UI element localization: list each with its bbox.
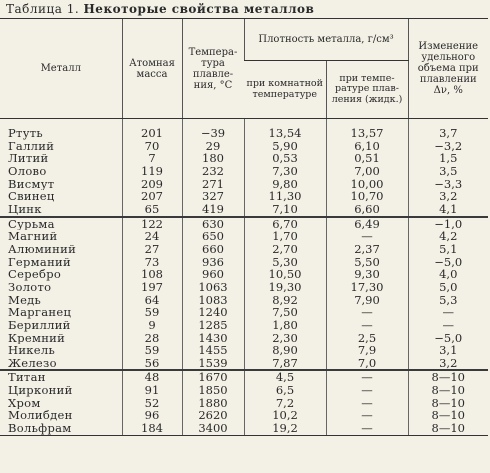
cell-density-melt: 17,30 xyxy=(326,281,408,294)
cell-density-room: 0,53 xyxy=(244,152,326,165)
cell-atomic-mass: 56 xyxy=(122,357,182,371)
table-row xyxy=(0,178,488,191)
cell-density-room: 7,87 xyxy=(244,357,326,371)
cell-density-room: 7,2 xyxy=(244,397,326,410)
cell-density-melt: 2,5 xyxy=(326,332,408,345)
cell-metal-name: Магний xyxy=(8,230,58,243)
table-row xyxy=(0,294,488,307)
cell-volume-change: 4,1 xyxy=(408,203,488,217)
cell-volume-change: 5,1 xyxy=(408,243,488,256)
cell-volume-change: 4,0 xyxy=(408,268,488,281)
spacer-row xyxy=(0,119,488,128)
cell-melting-point: 960 xyxy=(182,268,244,281)
cell-metal-name: Цинк xyxy=(0,203,122,217)
cell-atomic-mass: 70 xyxy=(122,140,182,153)
cell-density-room: 6,5 xyxy=(244,384,326,397)
cell-density-melt: — xyxy=(326,319,408,332)
cell-volume-change: 8—10 xyxy=(408,370,488,384)
cell-metal-name: Медь xyxy=(8,293,42,307)
cell-metal-name: Никель xyxy=(8,344,56,357)
cell-volume-change: −1,0 xyxy=(408,217,488,231)
cell-volume-change: 1,5 xyxy=(408,152,488,165)
cell-melting-point: 1063 xyxy=(182,281,244,294)
cell-density-room: 5,90 xyxy=(244,140,326,153)
cell-melting-point: 180 xyxy=(182,152,244,165)
cell-volume-change: 5,0 xyxy=(408,281,488,294)
cell-density-melt: — xyxy=(326,370,408,384)
table-row xyxy=(0,422,488,435)
cell-density-room: 2,70 xyxy=(244,243,326,256)
cell-density-melt: — xyxy=(326,409,408,422)
cell-volume-change: −3,2 xyxy=(408,140,488,153)
table-row xyxy=(0,397,488,410)
cell-density-melt: — xyxy=(326,422,408,435)
cell-volume-change: 3,5 xyxy=(408,165,488,178)
cell-metal-name: Сурьма xyxy=(8,216,55,231)
table-row xyxy=(0,127,488,140)
cell-atomic-mass: 184 xyxy=(122,422,182,435)
cell-melting-point: 1539 xyxy=(182,357,244,371)
cell-density-room: 4,5 xyxy=(244,370,326,384)
cell-density-melt: 10,70 xyxy=(326,190,408,203)
cell-volume-change: — xyxy=(408,306,488,319)
cell-atomic-mass: 122 xyxy=(122,217,182,231)
cell-metal-name: Молибден xyxy=(8,409,73,423)
cell-density-melt: 5,50 xyxy=(326,256,408,269)
header-volume-change: Изменение удельного объема при плавлении Δν, % xyxy=(408,19,488,119)
cell-volume-change: 8—10 xyxy=(408,422,488,435)
cell-melting-point: 936 xyxy=(182,256,244,269)
cell-melting-point: 1285 xyxy=(182,319,244,332)
cell-density-room: 5,30 xyxy=(244,256,326,269)
cell-metal-name: Серебро xyxy=(8,268,62,281)
cell-metal-name: Титан xyxy=(8,370,46,385)
cell-melting-point: 1455 xyxy=(182,344,244,357)
cell-metal-name: Вольфрам xyxy=(0,422,122,435)
cell-density-room: 7,10 xyxy=(244,203,326,217)
cell-density-room: 7,50 xyxy=(244,306,326,319)
cell-atomic-mass: 24 xyxy=(122,230,182,243)
cell-melting-point: 271 xyxy=(182,178,244,191)
table-caption xyxy=(6,2,314,16)
cell-atomic-mass: 201 xyxy=(122,127,182,140)
cell-volume-change: −5,0 xyxy=(408,256,488,269)
cell-volume-change: 4,2 xyxy=(408,230,488,243)
cell-density-room: 11,30 xyxy=(244,190,326,203)
cell-volume-change: −3,3 xyxy=(408,178,488,191)
table-row xyxy=(0,370,488,384)
cell-melting-point: 1430 xyxy=(182,332,244,345)
cell-atomic-mass: 119 xyxy=(122,165,182,178)
cell-density-melt: 10,00 xyxy=(326,178,408,191)
table-row xyxy=(0,230,488,243)
table-row xyxy=(0,384,488,397)
header-density-group: Плотность металла, г/см³ xyxy=(244,19,408,61)
cell-atomic-mass: 197 xyxy=(122,281,182,294)
table-row xyxy=(0,281,488,294)
cell-atomic-mass: 59 xyxy=(122,344,182,357)
cell-metal-name: Кремний xyxy=(8,331,66,345)
header-density-room-temp: при комнатной температуре xyxy=(244,61,326,119)
cell-volume-change: 5,3 xyxy=(408,294,488,307)
cell-metal-name: Свинец xyxy=(8,190,55,203)
cell-density-room: 19,2 xyxy=(244,422,326,435)
cell-melting-point: 650 xyxy=(182,230,244,243)
cell-melting-point: 232 xyxy=(182,165,244,178)
cell-density-melt: 7,90 xyxy=(326,294,408,307)
cell-density-melt: 13,57 xyxy=(326,127,408,140)
table-row xyxy=(0,319,488,332)
table-title: Некоторые свойства металлов xyxy=(83,2,315,16)
table-row xyxy=(0,344,488,357)
cell-metal-name: Ртуть xyxy=(8,127,43,140)
cell-density-room: 10,2 xyxy=(244,409,326,422)
cell-density-room: 1,80 xyxy=(244,319,326,332)
cell-density-room: 19,30 xyxy=(244,281,326,294)
table-row xyxy=(0,256,488,269)
table-row xyxy=(0,165,488,178)
cell-density-melt: 7,9 xyxy=(326,344,408,357)
cell-melting-point: 327 xyxy=(182,190,244,203)
cell-atomic-mass: 9 xyxy=(122,319,182,332)
cell-atomic-mass: 48 xyxy=(122,370,182,384)
cell-melting-point: 29 xyxy=(182,140,244,153)
cell-melting-point: −39 xyxy=(182,127,244,140)
table-body xyxy=(0,119,488,436)
cell-metal-name: Литий xyxy=(8,152,49,165)
table-row xyxy=(0,203,488,217)
header-atomic-mass: Атомная масса xyxy=(122,19,182,119)
cell-atomic-mass: 209 xyxy=(122,178,182,191)
cell-volume-change: 8—10 xyxy=(408,384,488,397)
cell-density-melt: — xyxy=(326,384,408,397)
cell-density-melt: 6,10 xyxy=(326,140,408,153)
table-row xyxy=(0,243,488,256)
table-row xyxy=(0,217,488,231)
cell-density-room: 1,70 xyxy=(244,230,326,243)
header-density-melt-temp: при температуре плавления (жидк.) xyxy=(326,61,408,119)
cell-metal-name: Цирконий xyxy=(8,384,73,397)
cell-density-room: 6,70 xyxy=(244,217,326,231)
cell-volume-change: 8—10 xyxy=(408,397,488,410)
cell-density-melt: 7,00 xyxy=(326,165,408,178)
cell-atomic-mass: 65 xyxy=(122,203,182,217)
cell-metal-name: Хром xyxy=(8,396,41,410)
table-row xyxy=(0,409,488,422)
cell-atomic-mass: 64 xyxy=(122,294,182,307)
cell-atomic-mass: 52 xyxy=(122,397,182,410)
cell-metal-name: Германий xyxy=(8,255,71,269)
cell-density-melt: 0,51 xyxy=(326,152,408,165)
cell-atomic-mass: 28 xyxy=(122,332,182,345)
cell-density-melt: — xyxy=(326,230,408,243)
cell-metal-name: Галлий xyxy=(8,139,55,153)
cell-melting-point: 1850 xyxy=(182,384,244,397)
cell-volume-change: 3,1 xyxy=(408,344,488,357)
cell-atomic-mass: 7 xyxy=(122,152,182,165)
cell-atomic-mass: 207 xyxy=(122,190,182,203)
cell-melting-point: 1240 xyxy=(182,306,244,319)
cell-metal-name: Алюминий xyxy=(8,242,77,256)
cell-metal-name: Железо xyxy=(0,357,122,371)
cell-density-melt: 7,0 xyxy=(326,357,408,371)
table-row xyxy=(0,332,488,345)
cell-volume-change: −5,0 xyxy=(408,332,488,345)
table-row xyxy=(0,152,488,165)
cell-volume-change: 3,2 xyxy=(408,190,488,203)
cell-melting-point: 1083 xyxy=(182,294,244,307)
cell-volume-change: 3,2 xyxy=(408,357,488,371)
metals-properties-table xyxy=(0,18,488,436)
header-melting-point: Температура плавления, °С xyxy=(182,19,244,119)
cell-density-melt: — xyxy=(326,397,408,410)
cell-density-melt: 9,30 xyxy=(326,268,408,281)
cell-melting-point: 3400 xyxy=(182,422,244,435)
cell-melting-point: 1670 xyxy=(182,370,244,384)
cell-atomic-mass: 96 xyxy=(122,409,182,422)
cell-density-melt: 6,60 xyxy=(326,203,408,217)
cell-density-melt: — xyxy=(326,306,408,319)
table-row xyxy=(0,357,488,371)
table-row xyxy=(0,268,488,281)
cell-atomic-mass: 91 xyxy=(122,384,182,397)
cell-metal-name: Золото xyxy=(8,280,52,294)
cell-atomic-mass: 59 xyxy=(122,306,182,319)
cell-melting-point: 1880 xyxy=(182,397,244,410)
cell-melting-point: 2620 xyxy=(182,409,244,422)
cell-melting-point: 660 xyxy=(182,243,244,256)
header-metal: Металл xyxy=(0,19,122,119)
cell-metal-name: Бериллий xyxy=(8,318,71,332)
cell-density-room: 8,92 xyxy=(244,294,326,307)
cell-volume-change: 3,7 xyxy=(408,127,488,140)
table-row xyxy=(0,306,488,319)
cell-density-melt: 2,37 xyxy=(326,243,408,256)
cell-atomic-mass: 73 xyxy=(122,256,182,269)
cell-atomic-mass: 27 xyxy=(122,243,182,256)
cell-density-room: 7,30 xyxy=(244,165,326,178)
cell-melting-point: 630 xyxy=(182,217,244,231)
table-number: Таблица 1. xyxy=(6,2,80,16)
cell-metal-name: Висмут xyxy=(8,177,55,191)
cell-density-room: 10,50 xyxy=(244,268,326,281)
cell-atomic-mass: 108 xyxy=(122,268,182,281)
cell-melting-point: 419 xyxy=(182,203,244,217)
cell-volume-change: 8—10 xyxy=(408,409,488,422)
cell-density-melt: 6,49 xyxy=(326,217,408,231)
cell-density-room: 2,30 xyxy=(244,332,326,345)
cell-metal-name: Олово xyxy=(8,164,47,178)
table-row xyxy=(0,190,488,203)
table-row xyxy=(0,140,488,153)
cell-density-room: 9,80 xyxy=(244,178,326,191)
cell-volume-change: — xyxy=(408,319,488,332)
cell-density-room: 8,90 xyxy=(244,344,326,357)
cell-metal-name: Марганец xyxy=(8,306,72,319)
cell-density-room: 13,54 xyxy=(244,127,326,140)
